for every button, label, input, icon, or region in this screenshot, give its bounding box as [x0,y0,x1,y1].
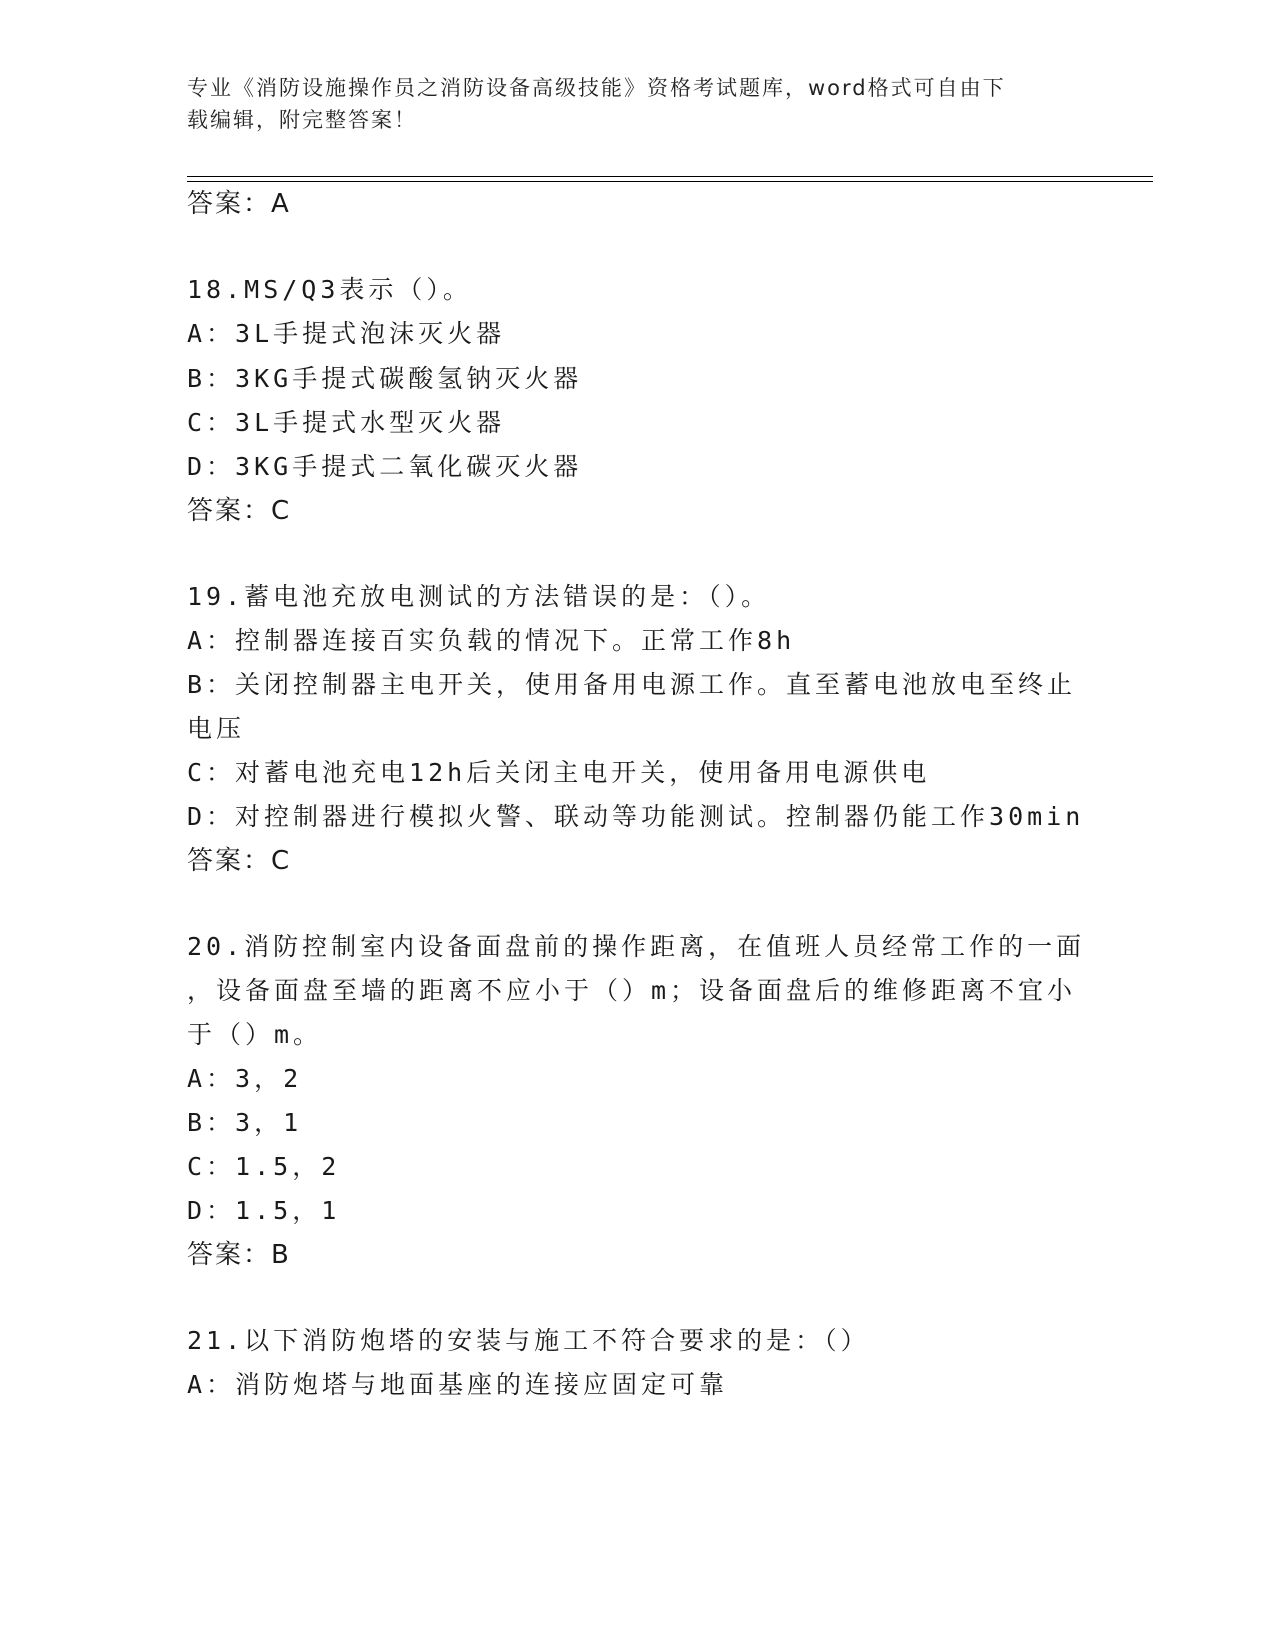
document-header [187,72,1067,136]
question-20-stem-cont-1: ，设备面盘至墙的距离不应小于（）m；设备面盘后的维修距离不宜小 [187,976,1077,1005]
question-20-option-d: D：1.5，1 [187,1196,341,1225]
question-18-option-b: B：3KG手提式碳酸氢钠灭火器 [187,364,583,393]
header-line-1: 专业《消防设施操作员之消防设备高级技能》资格考试题库，word格式可自由下 [187,76,1006,100]
question-20-option-b: B：3，1 [187,1108,303,1137]
question-21-stem: 21.以下消防炮塔的安装与施工不符合要求的是：（） [187,1326,870,1355]
header-divider-bottom [187,181,1153,182]
question-19-answer: 答案：C [187,846,292,876]
question-18-answer: 答案：C [187,496,292,526]
question-19-option-c: C：对蓄电池充电12h后关闭主电开关，使用备用电源供电 [187,758,931,787]
header-line-2: 载编辑，附完整答案！ [187,108,417,132]
question-19-option-d: D：对控制器进行模拟火警、联动等功能测试。控制器仍能工作30min [187,802,1085,831]
question-18-option-c: C：3L手提式水型灭火器 [187,408,506,437]
question-20-answer: 答案：B [187,1240,291,1270]
question-18-stem: 18.MS/Q3表示（）。 [187,275,472,304]
question-20-stem-cont-2: 于（）m。 [187,1020,323,1049]
header-divider-top [187,176,1153,177]
question-20-stem: 20.消防控制室内设备面盘前的操作距离，在值班人员经常工作的一面 [187,932,1086,961]
question-18-option-d: D：3KG手提式二氧化碳灭火器 [187,452,583,481]
question-19-option-a: A：控制器连接百实负载的情况下。正常工作8h [187,626,796,655]
question-20-option-a: A：3，2 [187,1064,303,1093]
question-21-option-a: A：消防炮塔与地面基座的连接应固定可靠 [187,1370,729,1399]
question-19-option-b: B：关闭控制器主电开关，使用备用电源工作。直至蓄电池放电至终止 [187,670,1077,699]
question-19-stem: 19.蓄电池充放电测试的方法错误的是：（）。 [187,582,771,611]
question-19-option-b-cont: 电压 [187,714,246,743]
question-20-option-c: C：1.5，2 [187,1152,341,1181]
question-18-option-a: A：3L手提式泡沫灭火器 [187,319,506,348]
previous-answer: 答案：A [187,189,291,219]
